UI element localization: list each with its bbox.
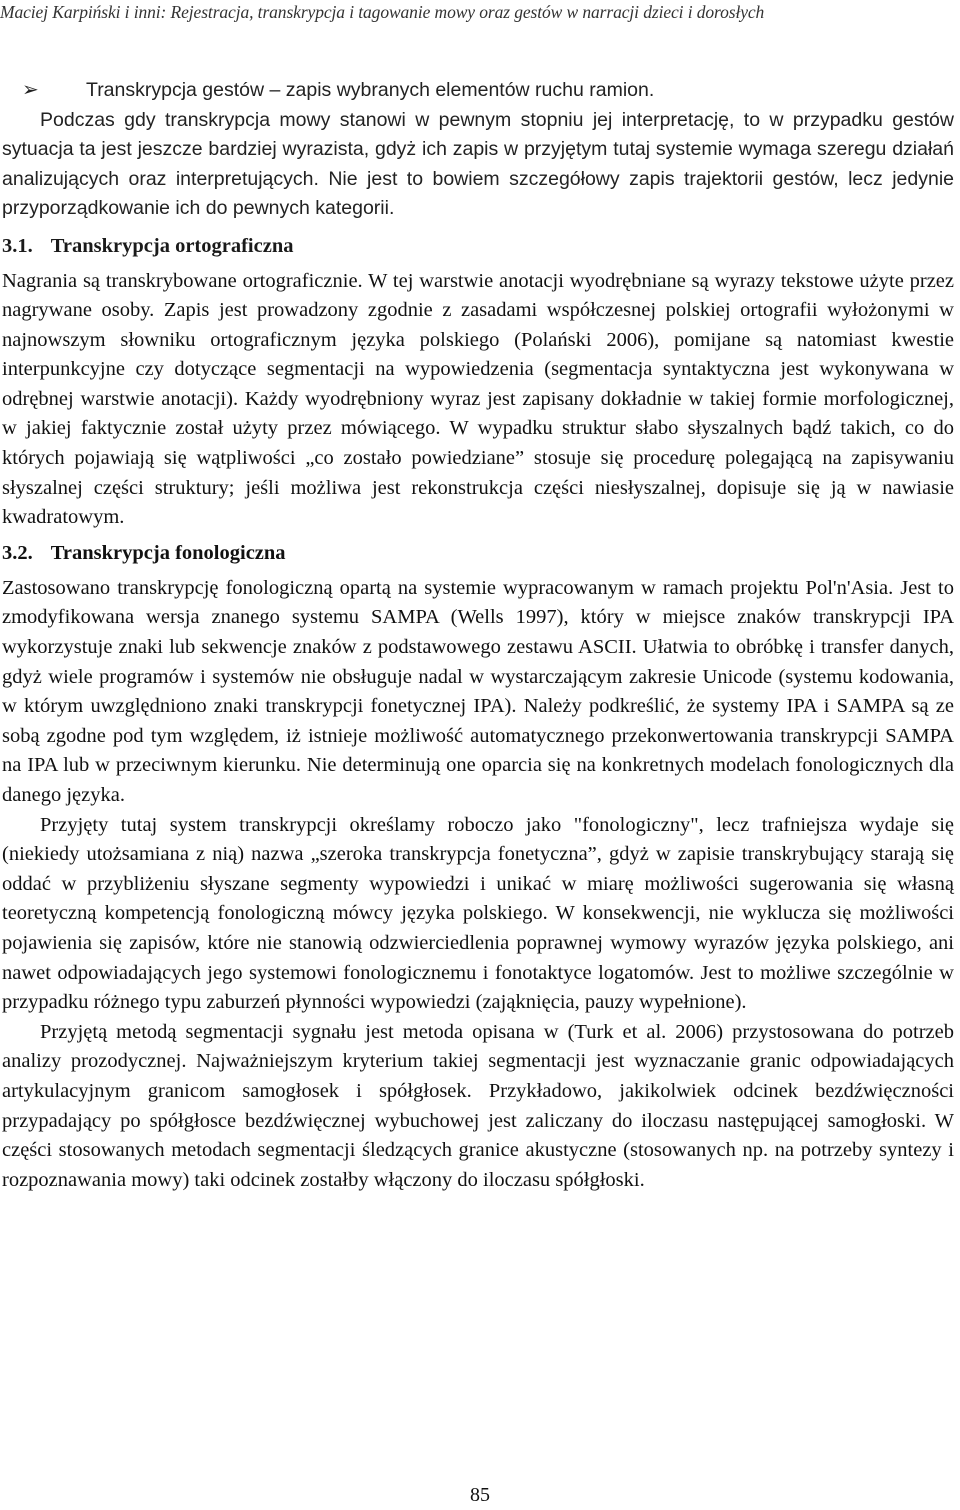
section-3-2-paragraph-3: Przyjętą metodą segmentacji sygnału jest metoda opisana w (Turk et al. 2006) przystosowana do potrzeb analizy prozodycznej. Najważniejszym kryterium takiej segmentacji jest wyznaczanie granic odpowiadających artykulacyjnym granicom samogłosek i spółgłosek. Przykładowo, jakikolwiek odcinek bezdźwięczności przypadający po spółgłosce bezdźwięcznej wybuchowej jest zaliczany do iloczasu następującej samogłoski. W części stosowanych metodach segmentacji śledzących granice akustyczne (stosowanych np. na potrzeby syntezy i rozpoznawania mowy) taki odcinek zostałby włączony do iloczasu spółgłoski. xyxy=(2,1020,954,1191)
main-content xyxy=(2,76,954,1195)
page-number: 85 xyxy=(470,1484,490,1506)
bullet-text: Transkrypcja gestów – zapis wybranych elementów ruchu ramion. xyxy=(86,79,655,101)
section-number: 3.2. xyxy=(2,541,33,564)
section-number: 3.1. xyxy=(2,234,33,257)
intro-paragraph: Podczas gdy transkrypcja mowy stanowi w pewnym stopniu jej interpretację, to w przypadku gestów sytuacja ta jest jeszcze bardziej wyrazista, gdyż ich zapis w przyjętym tutaj systemie wymaga szeregu działań analizujących oraz interpretujących. Nie jest to bowiem szczegółowy zapis trajektorii gestów, lecz jedynie przyporządkowanie ich do pewnych kategorii. xyxy=(2,108,954,219)
section-3-1-lead: Nagrania są transkrybowane ortograficznie. W tej warstwie anotacji wyodrębniane są wyrazy tekstowe użyte przez nagrywane osoby. xyxy=(2,269,954,322)
section-title: Transkrypcja ortograficzna xyxy=(50,234,294,257)
section-title: Transkrypcja fonologiczna xyxy=(50,541,286,564)
section-heading-3-2 xyxy=(2,538,954,568)
running-header: Maciej Karpiński i inni: Rejestracja, transkrypcja i tagowanie mowy oraz gestów w narracji dzieci i dorosłych xyxy=(0,2,765,22)
bullet-item xyxy=(2,76,954,106)
section-3-2-paragraph-2: Przyjęty tutaj system transkrypcji określamy roboczo jako "fonologiczny", lecz trafniejsza wydaje się (niekiedy utożsamiana z nią) nazwa „szeroka transkrypcja fonetyczna”, gdyż w zapisie transkrybujący starają się oddać w przybliżeniu słyszane segmenty wypowiedzi i unikać w miarę możliwości sugerowania się własną teoretyczną kompetencją fonologiczną mówcy języka polskiego. W konsekwencji, nie wyklucza się możliwości pojawienia się zapisów, które nie stanowią odzwierciedlenia poprawnej wymowy wyrazów języka polskiego, ani nawet odpowiadających jego systemowi fonologicznemu i fonotaktyce logatomów. Jest to możliwe szczególnie w przypadku różnego typu zaburzeń płynności wypowiedzi (zająknięcia, pauzy wypełnione). xyxy=(2,813,954,1014)
section-heading-3-1 xyxy=(2,231,954,261)
section-3-2-paragraph-1: Zastosowano transkrypcję fonologiczną opartą na systemie wypracowanym w ramach projektu Pol'n'Asia. Jest to zmodyfikowana wersja znanego systemu SAMPA (Wells 1997), który w miejsce znaków transkrypcji IPA wykorzystuje znaki lub sekwencje znaków z podstawowego zestawu ASCII. Ułatwia to obróbkę i transfer danych, gdyż wiele programów i systemów nie obsługuje nadal w wystarczającym zakresie Unicode (systemu kodowania, w którym uwzględniono znaki transkrypcji fonetycznej IPA). Należy podkreślić, że systemy IPA i SAMPA są ze sobą zgodne pod tym względem, iż istnieje możliwość automatycznego przekonwertowania transkrypcji SAMPA na IPA lub w przeciwnym kierunku. Nie determinują one oparcia się na konkretnych modelach fonologicznych dla danego języka. xyxy=(2,576,954,806)
section-3-1-body: Zapis jest prowadzony zgodnie z zasadami współczesnej polskiej ortografii wyłożonymi w najnowszym słowniku ortograficznym języka polskiego (Polański 2006), pomijane są natomiast kwestie interpunkcyjne czy dotyczące segmentacji na wypowiedzenia (segmentacja syntaktyczna jest wykonywana w odrębnej warstwie anotacji). Każdy wyodrębniony wyraz jest zapisany dokładnie w takiej formie morfologicznej, w jakiej faktycznie został użyty przez mówiącego. W wypadku struktur słabo słyszalnych bądź takich, co do których pojawiają się wątpliwości „co zostało powiedziane” stosuje się procedurę polegającą na zapisywaniu słyszalnej części struktury; jeśli możliwa jest rekonstrukcja części niesłyszalnej, dopisuje się ją w nawiasie kwadratowym. xyxy=(2,299,954,529)
arrow-bullet-icon: ➢ xyxy=(22,79,39,101)
section-3-1-paragraph xyxy=(2,267,954,533)
